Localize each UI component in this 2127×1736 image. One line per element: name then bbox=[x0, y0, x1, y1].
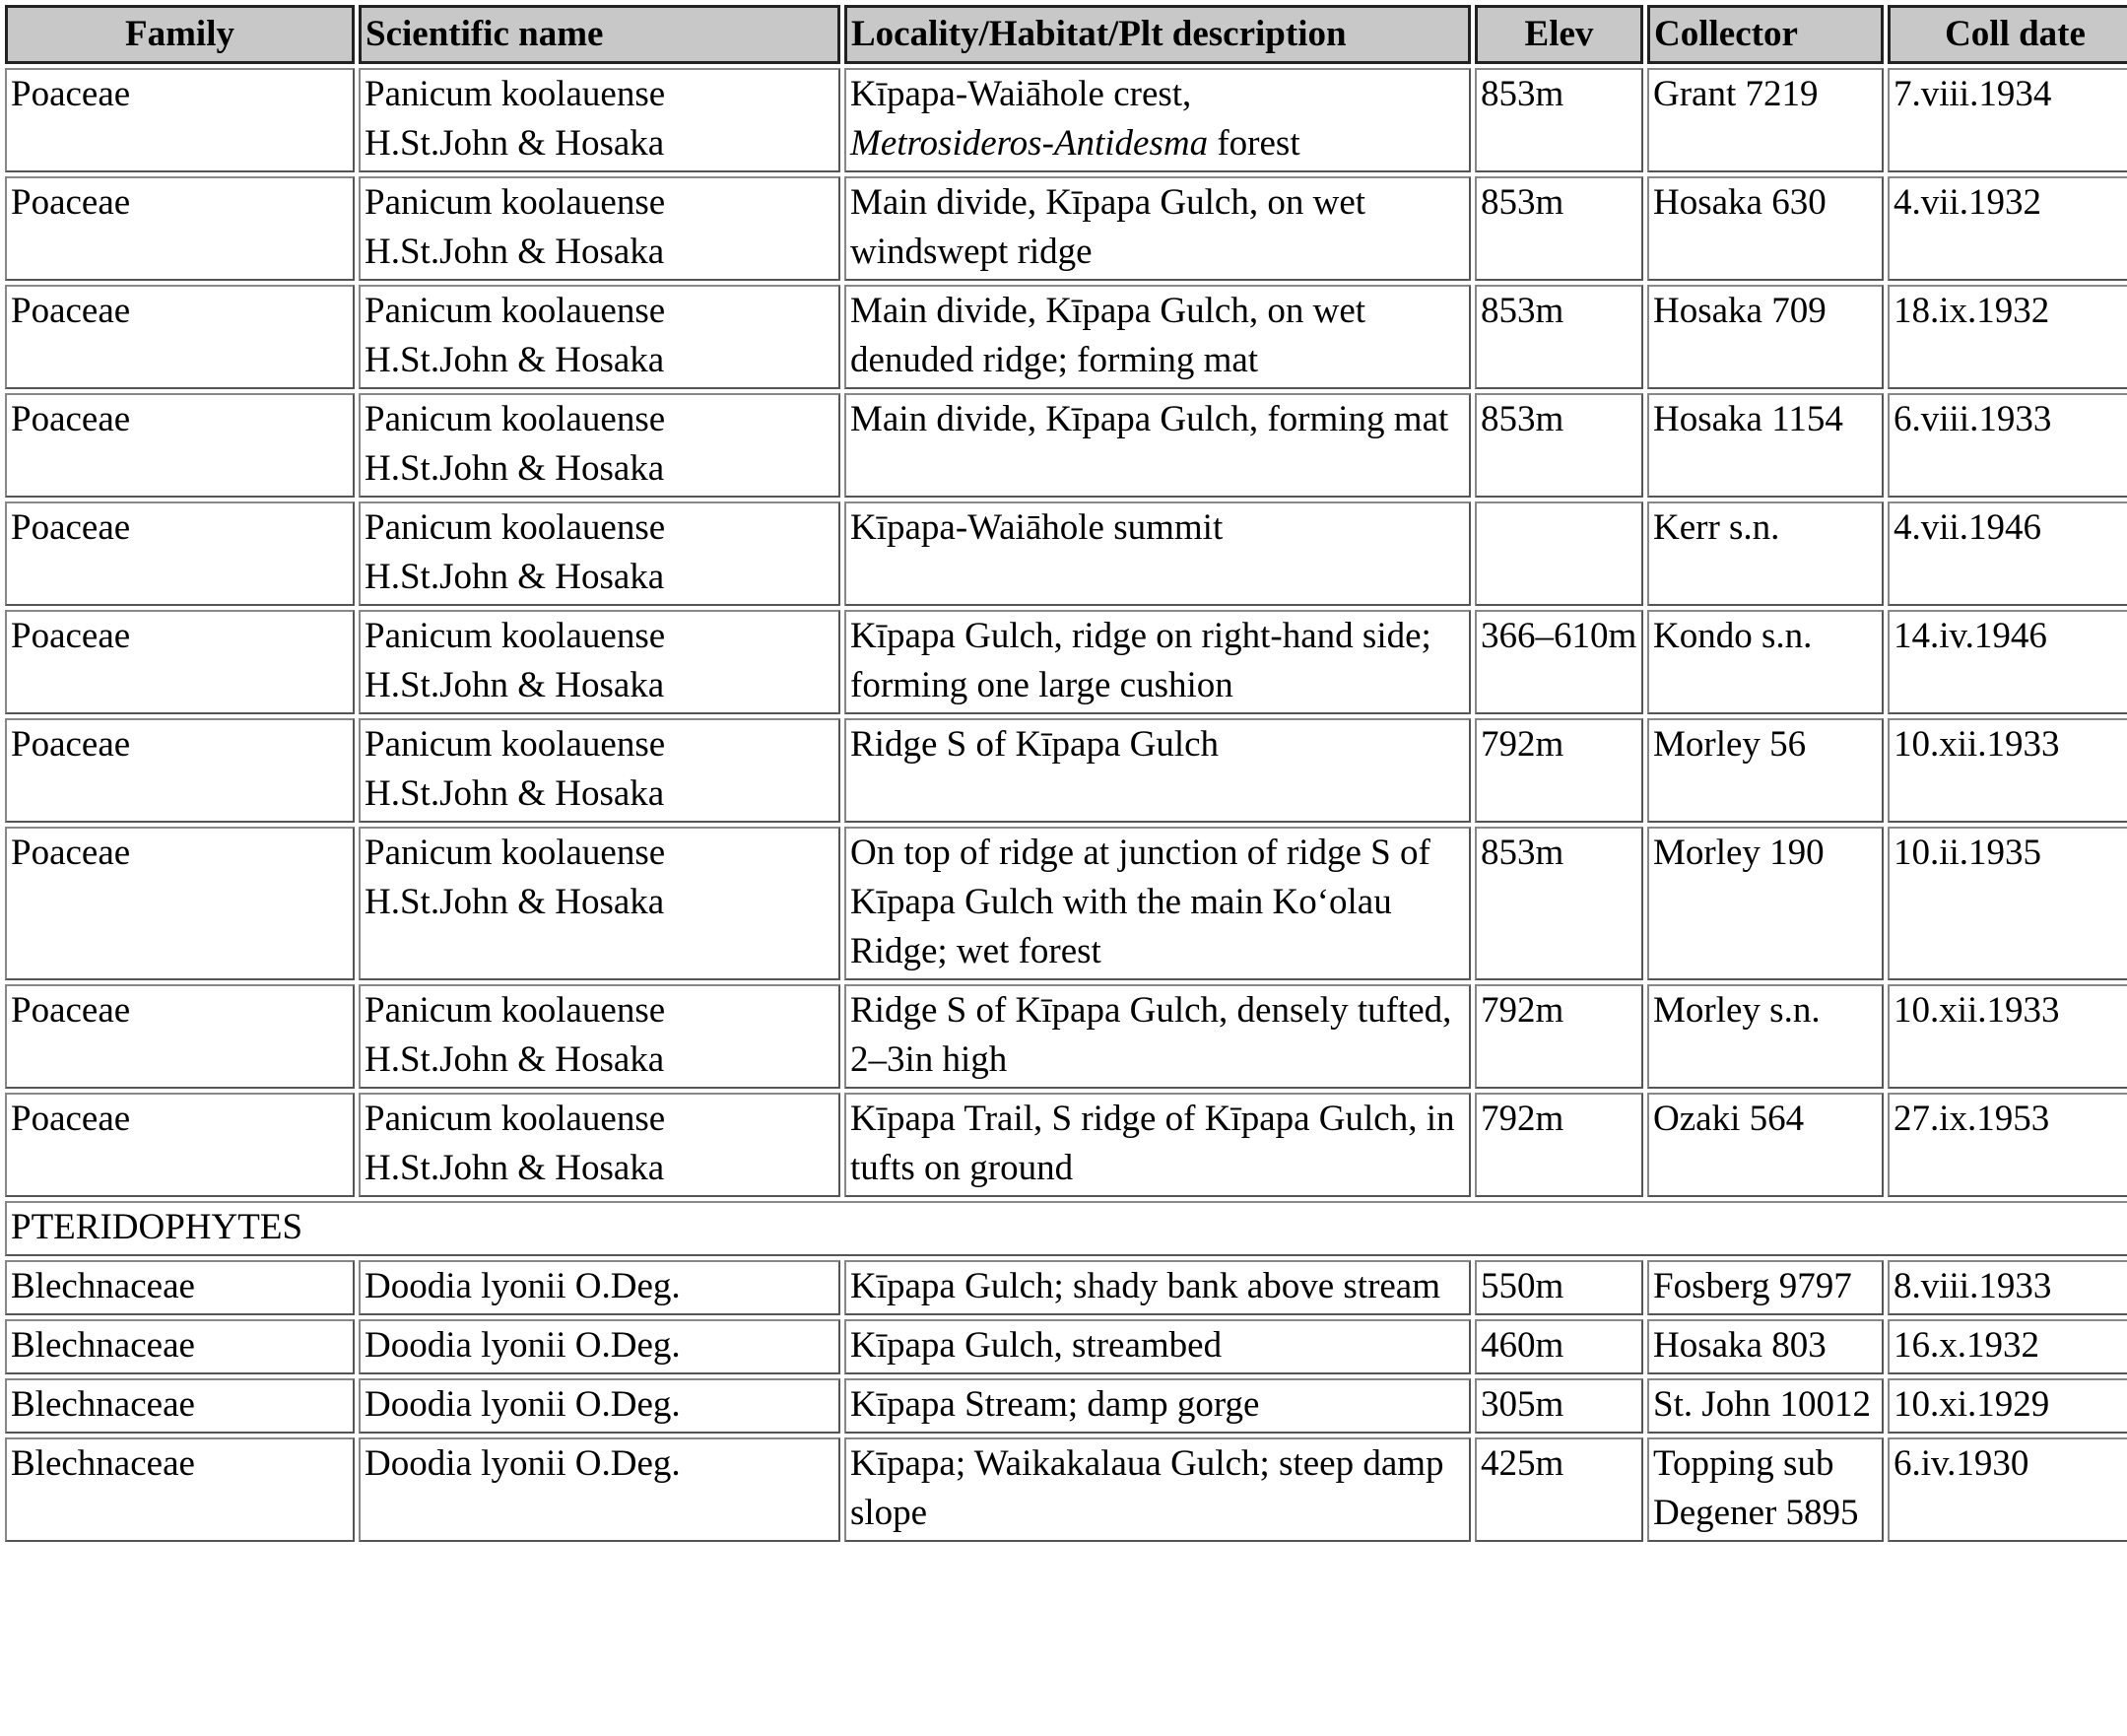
species-name: Panicum koolauense bbox=[365, 833, 666, 873]
table-row bbox=[5, 1319, 2127, 1374]
elevation-cell: 460m bbox=[1475, 1319, 1643, 1374]
locality-cell: Ridge S of Kīpapa Gulch bbox=[844, 718, 1471, 823]
family-cell: Poaceae bbox=[5, 501, 355, 606]
species-name: Panicum koolauense bbox=[365, 1099, 666, 1139]
species-name: Panicum koolauense bbox=[365, 724, 666, 765]
table-row bbox=[5, 68, 2127, 172]
elevation-cell: 305m bbox=[1475, 1378, 1643, 1434]
table-row bbox=[5, 176, 2127, 281]
species-name: Panicum koolauense bbox=[365, 990, 666, 1031]
family-cell: Poaceae bbox=[5, 984, 355, 1089]
family-cell: Poaceae bbox=[5, 1093, 355, 1197]
table-row bbox=[5, 1093, 2127, 1197]
family-cell: Poaceae bbox=[5, 718, 355, 823]
elevation-cell: 853m bbox=[1475, 176, 1643, 281]
date-cell: 10.ii.1935 bbox=[1888, 827, 2127, 980]
species-authority: H.St.John & Hosaka bbox=[365, 882, 665, 922]
locality-cell: Main divide, Kīpapa Gulch, forming mat bbox=[844, 393, 1471, 498]
specimen-table bbox=[1, 1, 2127, 1546]
header-locality: Locality/Habitat/Plt description bbox=[844, 5, 1471, 64]
collector-cell: St. John 10012 bbox=[1647, 1378, 1884, 1434]
species-name: Panicum koolauense bbox=[365, 182, 666, 223]
locality-cell: Kīpapa Trail, S ridge of Kīpapa Gulch, in tufts on ground bbox=[844, 1093, 1471, 1197]
elevation-cell: 853m bbox=[1475, 68, 1643, 172]
locality-cell: Main divide, Kīpapa Gulch, on wet denuded ridge; forming mat bbox=[844, 285, 1471, 389]
locality-cell: On top of ridge at junction of ridge S of Kīpapa Gulch with the main Koʻolau Ridge; wet forest bbox=[844, 827, 1471, 980]
scientific-name-cell bbox=[359, 1093, 840, 1197]
scientific-name-cell bbox=[359, 610, 840, 714]
collector-cell: Kerr s.n. bbox=[1647, 501, 1884, 606]
scientific-name-cell bbox=[359, 285, 840, 389]
elevation-cell: 853m bbox=[1475, 827, 1643, 980]
family-cell: Poaceae bbox=[5, 176, 355, 281]
table-row bbox=[5, 501, 2127, 606]
collector-cell: Hosaka 630 bbox=[1647, 176, 1884, 281]
family-cell: Blechnaceae bbox=[5, 1319, 355, 1374]
scientific-name-cell: Doodia lyonii O.Deg. bbox=[359, 1378, 840, 1434]
family-cell: Poaceae bbox=[5, 393, 355, 498]
table-row bbox=[5, 610, 2127, 714]
section-row bbox=[5, 1201, 2127, 1256]
locality-text: Kīpapa-Waiāhole crest, bbox=[850, 74, 1192, 114]
family-cell: Poaceae bbox=[5, 827, 355, 980]
date-cell: 10.xi.1929 bbox=[1888, 1378, 2127, 1434]
species-authority: H.St.John & Hosaka bbox=[365, 340, 665, 380]
collector-cell: Hosaka 803 bbox=[1647, 1319, 1884, 1374]
scientific-name-cell bbox=[359, 984, 840, 1089]
collector-cell: Kondo s.n. bbox=[1647, 610, 1884, 714]
species-name: Panicum koolauense bbox=[365, 399, 666, 439]
date-cell: 18.ix.1932 bbox=[1888, 285, 2127, 389]
header-collection-date: Coll date bbox=[1888, 5, 2127, 64]
scientific-name-cell bbox=[359, 501, 840, 606]
locality-text-tail: forest bbox=[1208, 123, 1300, 164]
collector-cell: Ozaki 564 bbox=[1647, 1093, 1884, 1197]
scientific-name-cell: Doodia lyonii O.Deg. bbox=[359, 1319, 840, 1374]
scientific-name-cell bbox=[359, 718, 840, 823]
header-family: Family bbox=[5, 5, 355, 64]
header-collector: Collector bbox=[1647, 5, 1884, 64]
species-authority: H.St.John & Hosaka bbox=[365, 665, 665, 705]
locality-cell: Kīpapa Gulch; shady bank above stream bbox=[844, 1260, 1471, 1315]
header-elevation: Elev bbox=[1475, 5, 1643, 64]
date-cell: 6.iv.1930 bbox=[1888, 1437, 2127, 1542]
section-label-pteridophytes: PTERIDOPHYTES bbox=[5, 1201, 2127, 1256]
locality-cell: Main divide, Kīpapa Gulch, on wet windswept ridge bbox=[844, 176, 1471, 281]
collector-cell: Grant 7219 bbox=[1647, 68, 1884, 172]
date-cell: 16.x.1932 bbox=[1888, 1319, 2127, 1374]
locality-cell: Kīpapa Gulch, ridge on right-hand side; forming one large cushion bbox=[844, 610, 1471, 714]
date-cell: 7.viii.1934 bbox=[1888, 68, 2127, 172]
collector-cell: Morley 56 bbox=[1647, 718, 1884, 823]
date-cell: 10.xii.1933 bbox=[1888, 718, 2127, 823]
table-row bbox=[5, 1437, 2127, 1542]
elevation-cell: 792m bbox=[1475, 984, 1643, 1089]
species-name: Panicum koolauense bbox=[365, 74, 666, 114]
collector-cell: Topping sub Degener 5895 bbox=[1647, 1437, 1884, 1542]
species-authority: H.St.John & Hosaka bbox=[365, 557, 665, 597]
date-cell: 14.iv.1946 bbox=[1888, 610, 2127, 714]
table-row bbox=[5, 827, 2127, 980]
locality-cell: Ridge S of Kīpapa Gulch, densely tufted, 2–3in high bbox=[844, 984, 1471, 1089]
family-cell: Blechnaceae bbox=[5, 1378, 355, 1434]
locality-cell: Kīpapa Gulch, streambed bbox=[844, 1319, 1471, 1374]
date-cell: 4.vii.1946 bbox=[1888, 501, 2127, 606]
table-row bbox=[5, 984, 2127, 1089]
elevation-cell: 792m bbox=[1475, 718, 1643, 823]
collector-cell: Morley s.n. bbox=[1647, 984, 1884, 1089]
species-name: Panicum koolauense bbox=[365, 507, 666, 548]
locality-cell: Kīpapa Stream; damp gorge bbox=[844, 1378, 1471, 1434]
table-row bbox=[5, 285, 2127, 389]
table-row bbox=[5, 393, 2127, 498]
date-cell: 4.vii.1932 bbox=[1888, 176, 2127, 281]
collector-cell: Hosaka 709 bbox=[1647, 285, 1884, 389]
scientific-name-cell: Doodia lyonii O.Deg. bbox=[359, 1437, 840, 1542]
header-scientific-name: Scientific name bbox=[359, 5, 840, 64]
table-row bbox=[5, 1260, 2127, 1315]
family-cell: Blechnaceae bbox=[5, 1437, 355, 1542]
species-authority: H.St.John & Hosaka bbox=[365, 773, 665, 814]
elevation-cell: 366–610m bbox=[1475, 610, 1643, 714]
elevation-cell: 550m bbox=[1475, 1260, 1643, 1315]
locality-cell bbox=[844, 68, 1471, 172]
species-authority: H.St.John & Hosaka bbox=[365, 123, 665, 164]
scientific-name-cell: Doodia lyonii O.Deg. bbox=[359, 1260, 840, 1315]
scientific-name-cell bbox=[359, 176, 840, 281]
family-cell: Poaceae bbox=[5, 285, 355, 389]
species-authority: H.St.John & Hosaka bbox=[365, 448, 665, 489]
species-authority: H.St.John & Hosaka bbox=[365, 1039, 665, 1080]
elevation-cell: 853m bbox=[1475, 393, 1643, 498]
date-cell: 8.viii.1933 bbox=[1888, 1260, 2127, 1315]
species-authority: H.St.John & Hosaka bbox=[365, 1148, 665, 1188]
scientific-name-cell bbox=[359, 393, 840, 498]
elevation-cell bbox=[1475, 501, 1643, 606]
table-row bbox=[5, 718, 2127, 823]
locality-cell: Kīpapa; Waikakalaua Gulch; steep damp slope bbox=[844, 1437, 1471, 1542]
family-cell: Blechnaceae bbox=[5, 1260, 355, 1315]
family-cell: Poaceae bbox=[5, 68, 355, 172]
locality-cell: Kīpapa-Waiāhole summit bbox=[844, 501, 1471, 606]
species-authority: H.St.John & Hosaka bbox=[365, 232, 665, 272]
date-cell: 27.ix.1953 bbox=[1888, 1093, 2127, 1197]
elevation-cell: 792m bbox=[1475, 1093, 1643, 1197]
collector-cell: Fosberg 9797 bbox=[1647, 1260, 1884, 1315]
elevation-cell: 853m bbox=[1475, 285, 1643, 389]
elevation-cell: 425m bbox=[1475, 1437, 1643, 1542]
species-name: Panicum koolauense bbox=[365, 291, 666, 331]
header-row bbox=[5, 5, 2127, 64]
collector-cell: Morley 190 bbox=[1647, 827, 1884, 980]
date-cell: 10.xii.1933 bbox=[1888, 984, 2127, 1089]
scientific-name-cell bbox=[359, 68, 840, 172]
family-cell: Poaceae bbox=[5, 610, 355, 714]
table-row bbox=[5, 1378, 2127, 1434]
date-cell: 6.viii.1933 bbox=[1888, 393, 2127, 498]
collector-cell: Hosaka 1154 bbox=[1647, 393, 1884, 498]
locality-genera: Metrosideros-Antidesma bbox=[850, 123, 1209, 164]
species-name: Panicum koolauense bbox=[365, 616, 666, 656]
scientific-name-cell bbox=[359, 827, 840, 980]
